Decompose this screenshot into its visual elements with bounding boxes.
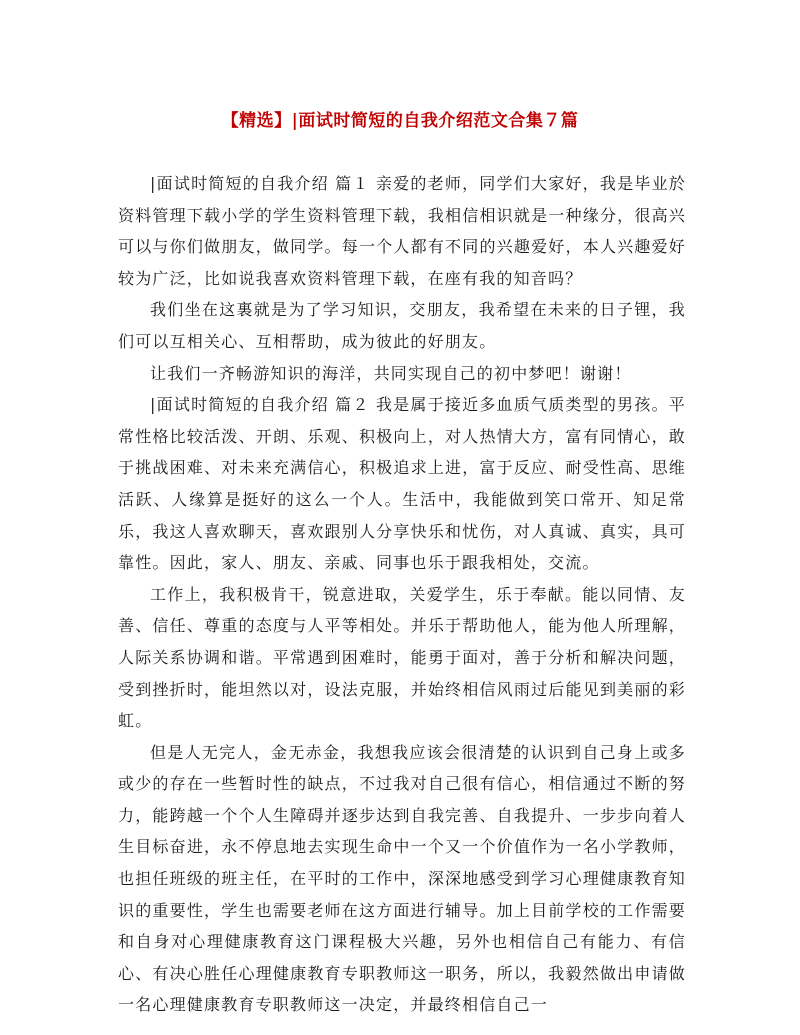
paragraph: |面试时简短的自我介绍 篇２ 我是属于接近多血质气质类型的男孩。平常性格比较活泼、开朗、乐观、积极向上，对人热情大方，富有同情心，敢于挑战困难、对未来充满信心，积极追求上进，富于反应、耐受性高、思维活跃、人缘算是挺好的这么一个人。生活中，我能做到笑口常开、知足常乐，我这人喜欢聊天，喜欢跟别人分享快乐和忧伤，对人真诚、真实，具可靠性。因此，家人、朋友、亲戚、同事也乐于跟我相处，交流。 [118,395,686,573]
paragraph: |面试时简短的自我介绍 篇１ 亲爱的老师，同学们大家好，我是毕业於资料管理下载小学的学生资料管理下载，我相信相识就是一种缘分，很高兴可以与你们做朋友，做同学。每一个人都有不同的兴趣爱好，本人兴趣爱好较为广泛，比如说我喜欢资料管理下载，在座有我的知音吗？ [118,174,686,288]
paragraph: 但是人无完人，金无赤金，我想我应该会很清楚的认识到自己身上或多或少的存在一些暂时性的缺点，不过我对自己很有信心，相信通过不断的努力，能跨越一个个人生障碍并逐步达到自我完善、自我提升、一步步向着人生目标奋进，永不停息地去实现生命中一个又一个价值作为一名小学教师，也担任班级的班主任，在平时的工作中，深深地感受到学习心理健康教育知识的重要性，学生也需要老师在这方面进行辅导。加上目前学校的工作需要和自身对心理健康教育这门课程极大兴趣，另外也相信自己有能力、有信心、有决心胜任心理健康教育专职教师这一职务，所以，我毅然做出申请做一名心理健康教育专职教师这一决定，并最终相信自己一 [118,742,686,1015]
paragraph: 我们坐在这裏就是为了学习知识，交朋友，我希望在未来的日子锂，我们可以互相关心、互相帮助，成为彼此的好朋友。 [118,300,686,351]
paragraph: 工作上，我积极肯干，锐意进取，关爱学生，乐于奉献。能以同情、友善、信任、尊重的态度与人平等相处。并乐于帮助他人，能为他人所理解，人际关系协调和谐。平常遇到困难时，能勇于面对，善于分析和解决问题，受到挫折时，能坦然以对，设法克服，并始终相信风雨过后能见到美丽的彩虹。 [118,584,686,731]
document-body [118,168,686,1021]
document-title: 【精选】|面试时简短的自我介绍范文合集７篇 [221,111,579,131]
paragraph: 让我们一齐畅游知识的海洋，共同实现自己的初中梦吧！谢谢！ [150,363,632,383]
